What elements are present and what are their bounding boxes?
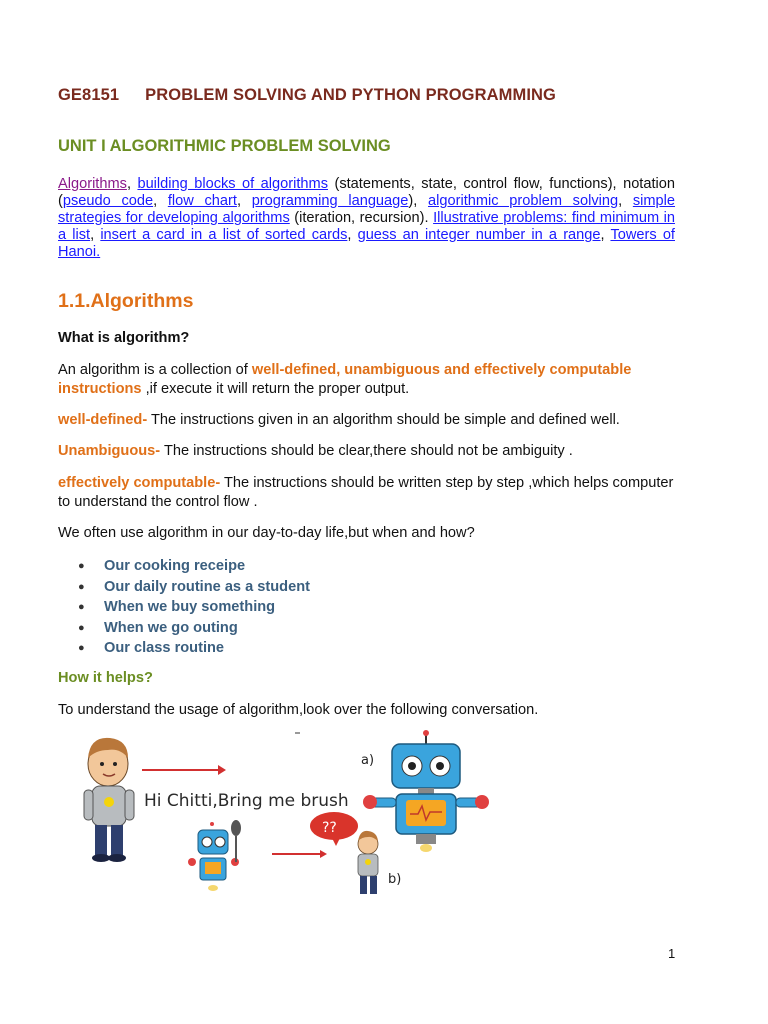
well-defined-paragraph: [58, 411, 678, 430]
text: ,: [90, 227, 101, 243]
link-algorithmic-problem-solving[interactable]: algorithmic problem solving: [428, 193, 619, 209]
text: ,: [618, 193, 633, 209]
text: The instructions should be clear,there should not be ambiguity .: [160, 443, 573, 459]
examples-list: [78, 556, 310, 659]
how-it-helps-heading: How it helps?: [58, 670, 153, 686]
arrow-head-icon: [320, 850, 327, 858]
text: (iteration, recursion).: [289, 210, 434, 226]
daily-life-paragraph: We often use algorithm in our day-to-day life,but when and how?: [58, 525, 475, 541]
course-name: PROBLEM SOLVING AND PYTHON PROGRAMMING: [145, 86, 556, 104]
text: An algorithm is a collection of: [58, 362, 252, 378]
text: ,: [126, 176, 138, 192]
definition-highlight: well-defined, unambiguous and effectively computable instructions: [58, 362, 632, 397]
bullet-icon: ●: [78, 601, 85, 613]
unit-title: UNIT I ALGORITHMIC PROBLEM SOLVING: [58, 137, 391, 155]
text: The instructions given in an algorithm should be simple and defined well.: [147, 412, 620, 428]
text: ),: [408, 193, 429, 209]
course-title: [58, 86, 556, 105]
text: The instructions should be written step by step ,which helps computer to understand the control flow .: [58, 475, 674, 510]
unambiguous-paragraph: [58, 442, 678, 461]
small-robot-icon: [188, 820, 241, 891]
term-unambiguous: Unambiguous-: [58, 443, 161, 459]
list-item: [78, 638, 310, 659]
link-insert-card[interactable]: insert a card in a list of sorted cards: [100, 227, 348, 243]
text: ,if execute it will return the proper output.: [141, 381, 410, 397]
text: ,: [347, 227, 358, 243]
text: ,: [600, 227, 611, 243]
list-item-text: When we buy something: [104, 599, 276, 615]
link-algorithms[interactable]: Algorithms: [58, 176, 127, 192]
text: (statements, state, control flow, functions), notation (: [58, 176, 676, 209]
label-a: a): [361, 753, 375, 768]
bullet-icon: ●: [78, 621, 85, 634]
usage-paragraph: To understand the usage of algorithm,look over the following conversation.: [58, 702, 539, 718]
bullet-icon: ●: [78, 560, 85, 572]
syllabus-paragraph: [58, 176, 675, 261]
link-flow-chart[interactable]: flow chart: [167, 193, 237, 209]
link-guess-integer[interactable]: guess an integer number in a range: [357, 227, 601, 243]
list-item: [78, 577, 310, 598]
term-well-defined: well-defined-: [58, 412, 148, 428]
list-item-text: Our daily routine as a student: [104, 578, 310, 595]
effectively-computable-paragraph: [58, 474, 678, 512]
arrow-head-icon: [218, 765, 226, 775]
label-b: b): [388, 872, 402, 887]
bullet-icon: ●: [78, 580, 85, 593]
definition-paragraph: [58, 361, 678, 399]
list-item: [78, 597, 310, 618]
speech-text: Hi Chitti,Bring me brush: [144, 791, 349, 811]
list-item-text: Our class routine: [104, 640, 225, 656]
speech-bubble-icon: [310, 812, 358, 846]
list-item-text: When we go outing: [104, 619, 238, 636]
small-person-icon: [358, 831, 378, 894]
bubble-text: ??: [322, 820, 337, 836]
list-item: [78, 618, 310, 639]
link-pseudo-code[interactable]: pseudo code: [62, 193, 154, 209]
link-towers-of-hanoi[interactable]: Towers of Hanoi.: [58, 227, 675, 260]
link-illustrative-problems[interactable]: Illustrative problems: find minimum in a list: [58, 210, 675, 243]
list-item: [78, 556, 310, 577]
page-number: 1: [668, 946, 676, 961]
bullet-icon: ●: [78, 642, 85, 654]
text: ,: [236, 193, 252, 209]
conversation-illustration: [70, 728, 490, 908]
link-building-blocks[interactable]: building blocks of algorithms: [137, 176, 328, 192]
list-item-text: Our cooking receipe: [104, 558, 246, 574]
person-icon: [84, 738, 134, 862]
text: ,: [153, 193, 168, 209]
robot-icon: [363, 730, 489, 852]
section-heading: 1.1.Algorithms: [58, 290, 194, 312]
question-heading: What is algorithm?: [58, 330, 190, 346]
link-programming-language[interactable]: programming language: [251, 193, 409, 209]
link-simple-strategies[interactable]: simple strategies for developing algorithms: [58, 193, 676, 226]
course-code: GE8151: [58, 86, 120, 104]
term-effectively-computable: effectively computable-: [58, 475, 221, 491]
